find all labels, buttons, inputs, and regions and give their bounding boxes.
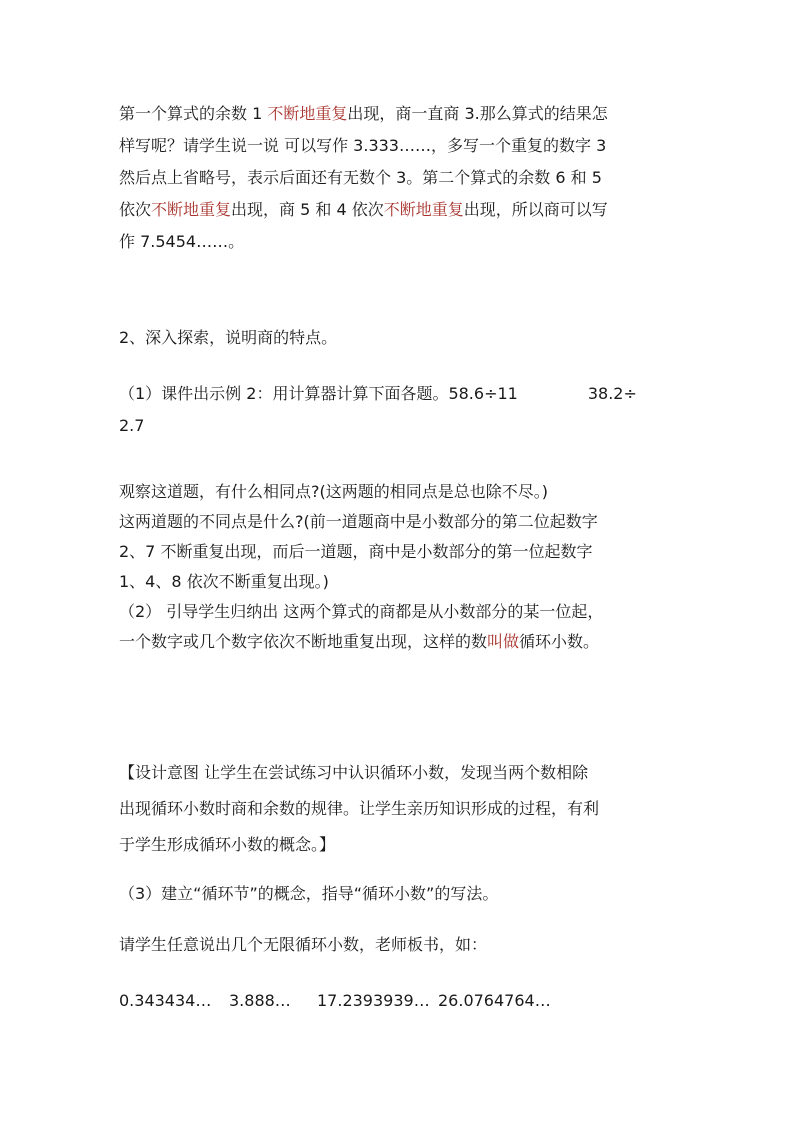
paragraph-example-2 [119,378,679,442]
example-decimal: 3.888… [229,991,291,1010]
examples-row [119,985,679,1017]
text-line [119,378,679,410]
text-line: 这两道题的不同点是什么?(前一道题商中是小数部分的第二位起数字 [119,512,598,531]
text-line: 样写呢？请学生说一说 可以写作 3.333……，多写一个重复的数字 3 [119,136,607,155]
paragraph-remainder-explanation [119,98,679,258]
text-line: 2、深入探索，说明商的特点。 [119,328,338,347]
text-line: 2.7 [119,416,145,435]
text-run: 依次 [119,200,152,219]
text-line: 1、4、8 依次不断重复出现。) [119,572,329,591]
text-run: 出现，商一直商 3.那么算式的结果怎 [347,104,608,123]
highlight-text: 不断地重复 [151,200,232,219]
highlight-text: 不断地重复 [267,104,348,123]
text-line: 请学生任意说出几个无限循环小数，老师板书，如： [119,935,488,954]
text-line [119,98,679,130]
example-decimal: 26.0764764… [438,991,551,1010]
text-run: 出现，商 5 和 4 依次 [231,200,384,219]
highlight-text: 叫做 [487,632,520,651]
text-line: 【设计意图 让学生在尝试练习中认识循环小数，发现当两个数相除 [119,763,589,782]
paragraph-request [119,929,679,961]
paragraph-observation [119,477,679,657]
example-decimal: 0.343434… [119,991,212,1010]
text-run: 一个数字或几个数字依次不断地重复出现，这样的数 [119,632,488,651]
text-line: （3）建立“循环节”的概念，指导“循环小数”的写法。 [119,884,499,903]
paragraph-cycle-section [119,878,679,910]
text-run: 38.2÷ [587,384,637,403]
text-line: 于学生形成循环小数的概念。】 [119,835,336,854]
text-run: （1）课件出示例 2：用计算器计算下面各题。58.6÷11 [119,384,518,403]
highlight-text: 不断地重复 [383,200,464,219]
text-line: 然后点上省略号，表示后面还有无数个 3。第二个算式的余数 6 和 5 [119,168,602,187]
section-heading-explore [119,322,679,354]
text-line: （2） 引导学生归纳出 这两个算式的商都是从小数部分的某一位起， [119,602,604,621]
text-run: 循环小数。 [519,632,600,651]
text-line [119,985,679,1017]
text-line: 作 7.5454……。 [119,232,245,251]
text-line: 2、7 不断重复出现，而后一道题，商中是小数部分的第一位起数字 [119,542,593,561]
example-decimal: 17.2393939… [317,991,430,1010]
text-line: 出现循环小数时商和余数的规律。让学生亲历知识形成的过程，有利 [119,799,600,818]
text-line: 观察这道题，有什么相同点?(这两题的相同点是总也除不尽。) [119,482,548,501]
text-line [119,627,679,657]
text-run: 出现，所以商可以写 [463,200,608,219]
text-run: 第一个算式的余数 1 [119,104,268,123]
paragraph-design-intent [119,755,679,863]
text-line [119,194,679,226]
